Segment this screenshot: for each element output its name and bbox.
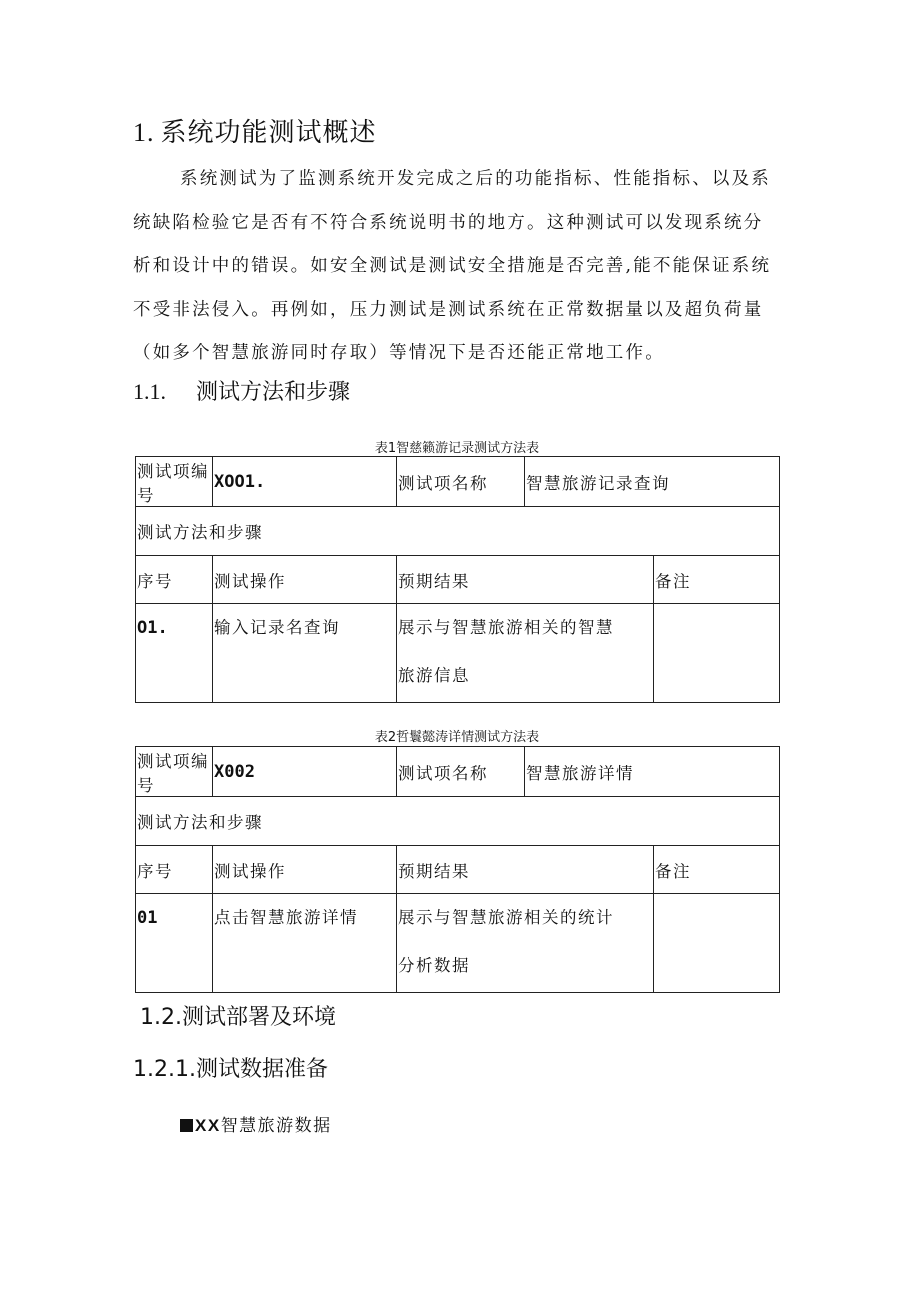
overview-paragraph <box>133 158 783 376</box>
bullet-prefix: XX <box>195 1116 221 1135</box>
table-1-id-label: 测试项编号 <box>136 457 213 507</box>
table-1-header-operation: 测试操作 <box>213 556 397 604</box>
table-1-method-label: 测试方法和步骤 <box>136 507 780 556</box>
table-2-name-value: 智慧旅游详情 <box>525 747 780 797</box>
bullet-text: 智慧旅游数据 <box>220 1116 332 1136</box>
section-1-heading <box>133 112 377 149</box>
overview-text: 系统测试为了监测系统开发完成之后的功能指标、性能指标、以及系统缺陷检验它是否有不符合系统说明书的地方。这种测试可以发现系统分析和设计中的错误。如安全测试是测试安全措施是否完善,能不能保证系统不受非法侵入。再例如，压力测试是测试系统在正常数据量以及超负荷量（如多个智慧旅游同时存取）等情况下是否还能正常地工作。 <box>133 169 772 363</box>
square-bullet-icon <box>180 1119 193 1132</box>
table-2-row-operation: 点击智慧旅游详情 <box>213 894 397 993</box>
table-2-header-seq: 序号 <box>136 846 213 894</box>
section-1-1-number: 1.1. <box>133 379 166 404</box>
table-1-header-expected: 预期结果 <box>397 556 654 604</box>
section-1-title: 系统功能测试概述 <box>160 118 377 148</box>
table-2-caption: 表2哲鬟懿涛详情测试方法表 <box>374 730 540 745</box>
section-1-2-1-heading: 1.2.1.测试数据准备 <box>133 1057 328 1082</box>
table-1 <box>135 456 780 703</box>
table-1-row-operation: 输入记录名查询 <box>213 604 397 703</box>
section-1-number: 1. <box>133 118 155 147</box>
table-1-header-seq: 序号 <box>136 556 213 604</box>
table-2-header-operation: 测试操作 <box>213 846 397 894</box>
table-2-header-expected: 预期结果 <box>397 846 654 894</box>
table-1-caption: 表1智慈籁游记录测试方法表 <box>374 441 540 456</box>
table-2 <box>135 746 780 993</box>
table-2-id-value: X002 <box>213 747 397 797</box>
table-1-row-expected: 展示与智慧旅游相关的智慧旅游信息 <box>397 604 654 703</box>
table-1-name-label: 测试项名称 <box>397 457 525 507</box>
section-1-1-heading <box>133 375 350 406</box>
table-2-method-label: 测试方法和步骤 <box>136 797 780 846</box>
section-1-1-title: 测试方法和步骤 <box>196 380 351 405</box>
table-2-row-seq: 01 <box>136 894 213 993</box>
section-1-2-heading: 1.2.测试部署及环境 <box>140 1005 336 1030</box>
table-2-row-note <box>654 894 780 993</box>
table-1-row-note <box>654 604 780 703</box>
data-bullet-item <box>180 1111 332 1136</box>
table-2-header-note: 备注 <box>654 846 780 894</box>
table-2-id-label: 测试项编号 <box>136 747 213 797</box>
table-1-row-seq: O1. <box>136 604 213 703</box>
table-1-name-value: 智慧旅游记录查询 <box>525 457 780 507</box>
table-2-name-label: 测试项名称 <box>397 747 525 797</box>
table-2-row-expected: 展示与智慧旅游相关的统计分析数据 <box>397 894 654 993</box>
table-1-header-note: 备注 <box>654 556 780 604</box>
table-1-id-value: XOO1. <box>213 457 397 507</box>
